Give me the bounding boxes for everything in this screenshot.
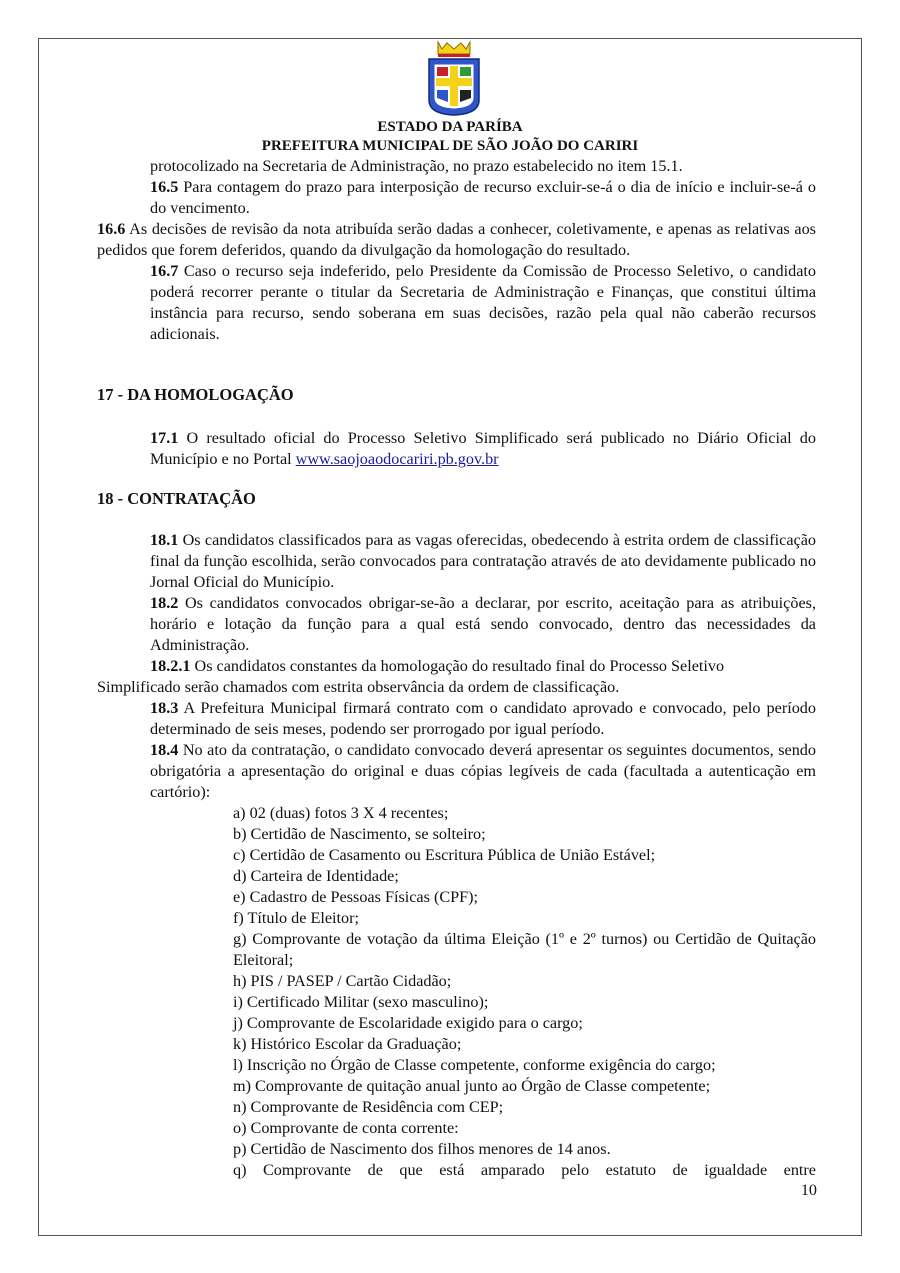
list-item: h) PIS / PASEP / Cartão Cidadão;	[233, 972, 452, 990]
paragraph-protocol: protocolizado na Secretaria de Administração, no prazo estabelecido no item 15.1.	[150, 157, 683, 175]
list-item: b) Certidão de Nascimento, se solteiro;	[233, 825, 486, 843]
list-item: g) Comprovante de votação da última Eleição (1º e 2º turnos) ou Certidão de Quitação Eleitoral;	[233, 930, 816, 969]
list-item: c) Certidão de Casamento ou Escritura Pública de União Estável;	[233, 846, 656, 864]
paragraph-text: O resultado oficial do Processo Seletivo Simplificado será publicado no Diário Oficial do Município e no Portal	[150, 429, 816, 468]
paragraph-16-5	[150, 177, 816, 219]
list-item: d) Carteira de Identidade;	[233, 867, 399, 885]
section-heading-homologation: 17 - DA HOMOLOGAÇÃO	[97, 385, 294, 404]
item-number: 17.1	[150, 429, 179, 447]
list-item: f) Título de Eleitor;	[233, 909, 360, 927]
paragraph-18-2-1-continued: Simplificado serão chamados com estrita observância da ordem de classificação.	[97, 678, 620, 696]
list-item: i) Certificado Militar (sexo masculino);	[233, 993, 489, 1011]
item-number: 16.6	[97, 220, 126, 238]
list-item: q) Comprovante de que está amparado pelo estatuto de igualdade entre	[233, 1161, 816, 1179]
paragraph-text: Para contagem do prazo para interposição de recurso excluir-se-á o dia de início e incluir-se-á o do vencimento.	[150, 178, 816, 217]
paragraph-18-1	[150, 530, 816, 593]
paragraph-18-2	[150, 593, 816, 656]
portal-link[interactable]: www.saojoaodocariri.pb.gov.br	[295, 450, 499, 468]
paragraph-text: Os candidatos classificados para as vagas oferecidas, obedecendo à estrita ordem de classificação final da função escolhida, serão convocados para contratação através de ato devidamente publicado no Jornal Oficial do Município.	[150, 531, 816, 591]
municipal-coat-of-arms	[424, 40, 484, 116]
paragraph-text: No ato da contratação, o candidato convocado deverá apresentar os seguintes documentos, sendo obrigatória a apresentação do original e duas cópias legíveis de cada (facultada a autenticação em cartório):	[150, 741, 816, 801]
paragraph-text: As decisões de revisão da nota atribuída serão dadas a conhecer, coletivamente, e apenas as relativas aos pedidos que forem deferidos, quando da divulgação da homologação do resultado.	[97, 220, 816, 259]
item-number: 18.2	[150, 594, 179, 612]
paragraph-text: A Prefeitura Municipal firmará contrato com o candidato aprovado e convocado, pelo período determinado de seis meses, podendo ser prorrogado por igual período.	[150, 699, 816, 738]
list-item: e) Cadastro de Pessoas Físicas (CPF);	[233, 888, 479, 906]
section-heading-contracting: 18 - CONTRATAÇÃO	[97, 489, 256, 508]
header-prefecture: PREFEITURA MUNICIPAL DE SÃO JOÃO DO CARIRI	[261, 138, 639, 154]
list-item: a) 02 (duas) fotos 3 X 4 recentes;	[233, 804, 449, 822]
list-item: m) Comprovante de quitação anual junto ao Órgão de Classe competente;	[233, 1077, 711, 1095]
item-number: 16.5	[150, 178, 179, 196]
list-item: p) Certidão de Nascimento dos filhos menores de 14 anos.	[233, 1140, 611, 1158]
paragraph-18-2-1	[150, 656, 820, 677]
item-number: 18.2.1	[150, 657, 191, 675]
item-number: 16.7	[150, 262, 179, 280]
page-number: 10	[800, 1181, 817, 1199]
list-item: l) Inscrição no Órgão de Classe competente, conforme exigência do cargo;	[233, 1056, 716, 1074]
paragraph-text: Os candidatos constantes da homologação do resultado final do Processo Seletivo	[190, 657, 725, 675]
paragraph-text: Caso o recurso seja indeferido, pelo Presidente da Comissão de Processo Seletivo, o candidato poderá recorrer perante o titular da Secretaria de Administração e Finanças, que constitui última instância para recurso, sendo soberana em suas decisões, razão pela qual não caberão recursos adicionais.	[150, 262, 816, 343]
paragraph-17-1	[150, 428, 816, 470]
paragraph-18-3	[150, 698, 816, 740]
list-item: o) Comprovante de conta corrente:	[233, 1119, 459, 1137]
list-item: j) Comprovante de Escolaridade exigido para o cargo;	[233, 1014, 583, 1032]
paragraph-16-7	[150, 261, 816, 345]
paragraph-text: Os candidatos convocados obrigar-se-ão a declarar, por escrito, aceitação para as atribuições, horário e lotação da função para a qual está sendo convocado, dentro das necessidades da Administração.	[150, 594, 816, 654]
paragraph-18-4	[150, 740, 816, 803]
item-number: 18.3	[150, 699, 179, 717]
list-item: n) Comprovante de Residência com CEP;	[233, 1098, 504, 1116]
item-number: 18.4	[150, 741, 179, 759]
item-number: 18.1	[150, 531, 179, 549]
paragraph-16-6	[97, 219, 816, 261]
header-state: ESTADO DA PARÍBA	[377, 119, 523, 135]
list-item: k) Histórico Escolar da Graduação;	[233, 1035, 462, 1053]
